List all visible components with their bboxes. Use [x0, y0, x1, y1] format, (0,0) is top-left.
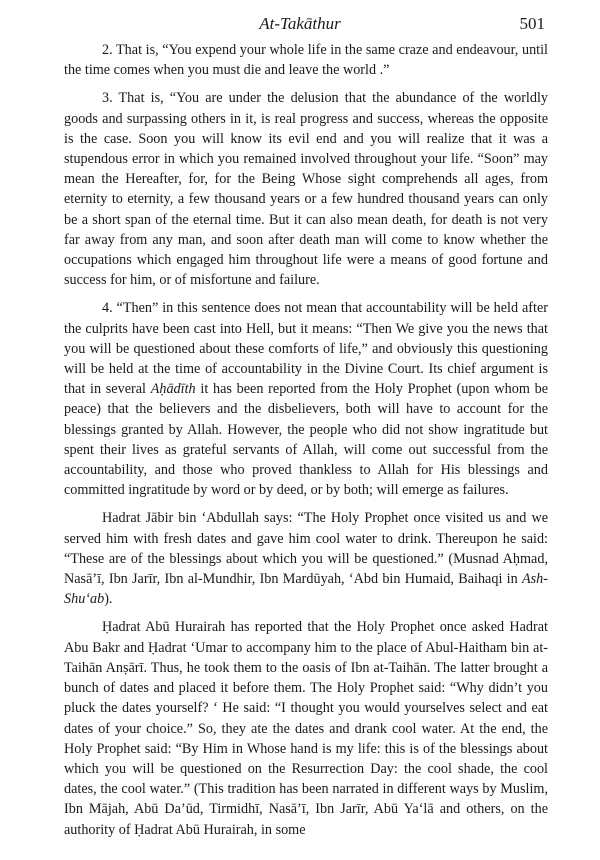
text-run: ).	[104, 591, 113, 608]
chapter-title: At-Takāthur	[259, 14, 341, 33]
italic-term: Aḥādīth	[150, 381, 196, 398]
text-run: Hadrat Jābir bin ‘Abdullah says: “The Holy Prophet once visited us and we served him with fresh dates and gave him cool water to drink. Thereupon he said: “These are of the blessings about which you will be questioned.” (Musnad Aḥmad, Nasā’ī, Ibn Jarīr, Ibn al-Mundhir, Ibn Mardūyah, ‘Abd bin Humaid, Baihaqi in	[64, 510, 548, 588]
text-body	[64, 40, 548, 848]
text-run: Ḥadrat Abū Hurairah has reported that the Holy Prophet once asked Hadrat Abu Bakr and Ḥadrat ‘Umar to accompany him to the place of Abul-Haitham bin at-Taihān Anṣārī. Thus, he took them to the oasis of Ibn at-Taihān. The latter brought a bunch of dates and placed it before them. The Holy Prophet said: “Why didn’t you pluck the dates yourself? ‘ He said: “I thought you would yourselves select and eat dates of your choice.” So, they ate the dates and drank cool water. At the end, the Holy Prophet said: “By Him in Whose hand is my life: this is of the blessings about which you will be questioned on the Resurrection Day: the cool shade, the cool dates, the cool water.” (This tradition has been narrated in different ways by Muslim, Ibn Mājah, Abū Da’ūd, Tirmidhī, Nasā’ī, Ibn Jarīr, Abū Ya‘lā and others, on the authority of Ḥadrat Abū Hurairah, in some	[64, 619, 548, 838]
abu-hurairah-tradition-paragraph	[64, 617, 548, 839]
italic-term: Ash-Shu‘ab	[64, 571, 548, 608]
note-2-paragraph	[64, 40, 548, 80]
page-number: 501	[519, 14, 545, 33]
note-4-paragraph	[64, 298, 548, 500]
text-run: 3. That is, “You are under the delusion that the abundance of the worldly goods and surpassing others in it, is real progress and success, whereas the opposite is the case. Soon you will know its evil end and you will realize that it was a stupendous error in which you remained involved throughout your life. “Soon” may mean the Hereafter, for, for the Being Whose sight comprehends all ages, from eternity to eternity, a few thousand years or a few hundred thousand years can only be a short span of the eternal time. But it can also mean death, for death is not very far away from any man, and soon after death man will come to know whether the occupations which engaged him throughout life were a means of good fortune and success for him, or of misfortune and failure.	[64, 90, 548, 289]
note-3-paragraph	[64, 88, 548, 290]
jabir-tradition-paragraph	[64, 508, 548, 609]
running-header	[0, 14, 600, 36]
text-run: 2. That is, “You expend your whole life in the same craze and endeavour, until the time comes when you must die and leave the world .”	[64, 42, 548, 79]
text-run: it has been reported from the Holy Prophet (upon whom be peace) that the believers and the disbelievers, both will have to account for the blessings granted by Allah. However, the people who did not show ingratitude but spent their lives as grateful servants of Allah, will come out successful from the accountability, and those who proved thankless to Allah for His blessings and committed ingratitude by word or by deed, or by both; will emerge as failures.	[64, 381, 548, 499]
text-run: 4. “Then” in this sentence does not mean that accountability will be held after the culprits have been cast into Hell, but it means: “Then We give you the news that you will be questioned about these comforts of life,” and obviously this questioning will be held at the time of accountability in the Divine Court. Its chief argument is that in several	[64, 300, 548, 398]
